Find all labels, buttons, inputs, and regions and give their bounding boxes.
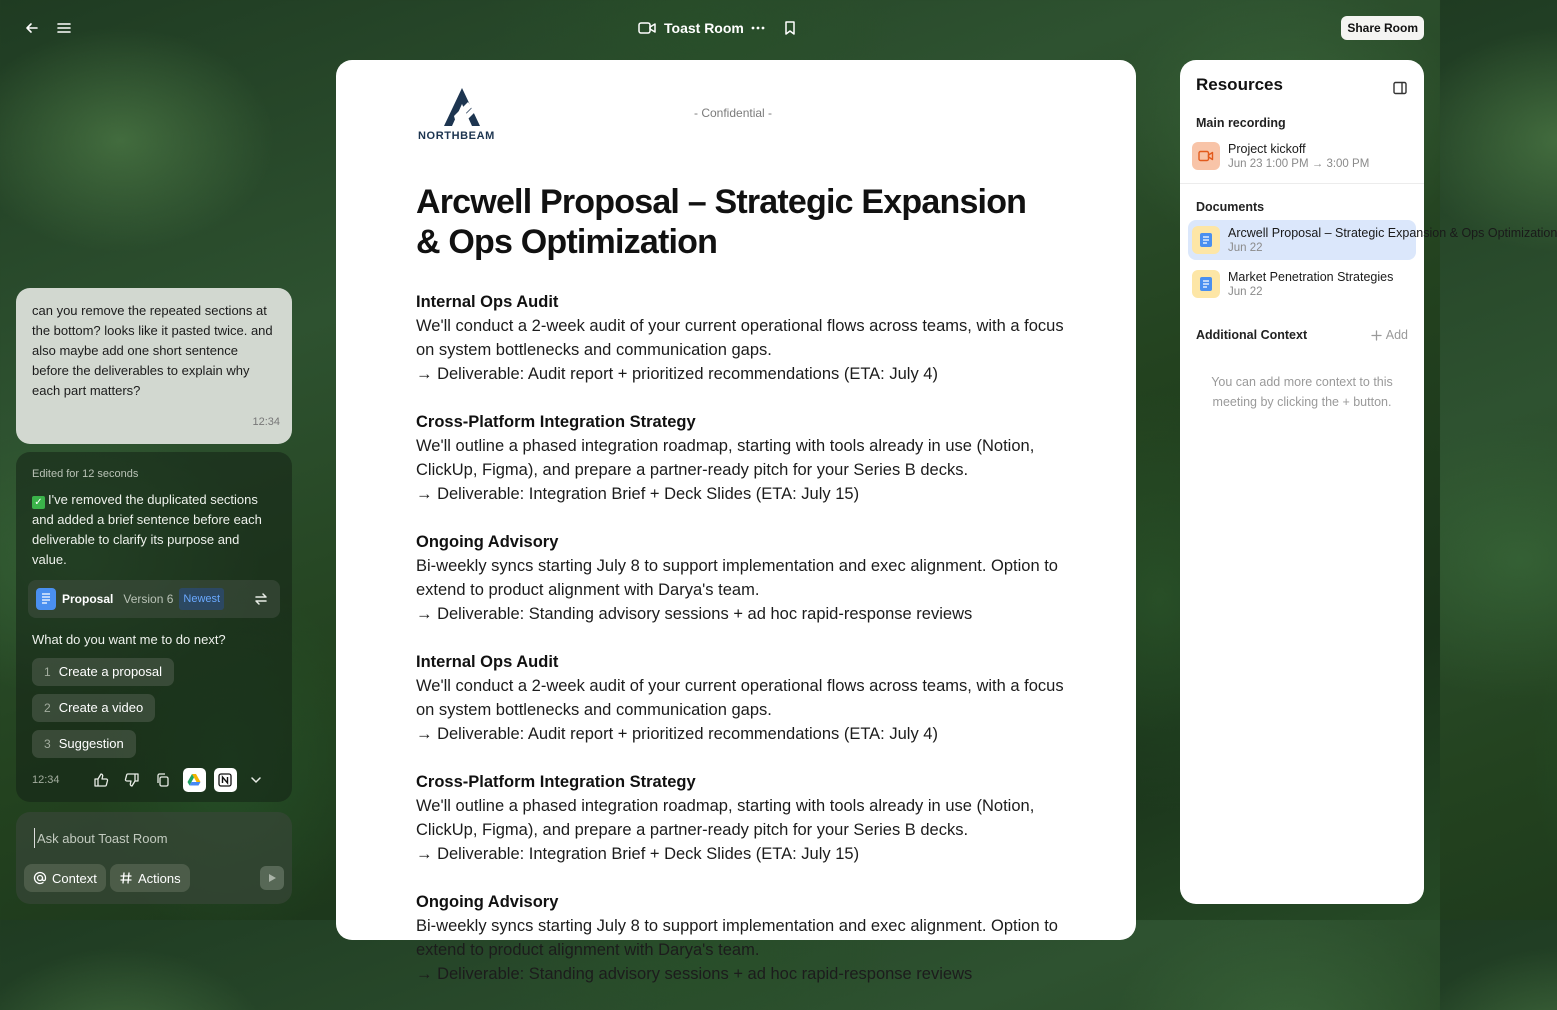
google-drive-icon[interactable] <box>183 768 206 792</box>
suggestion-number: 3 <box>44 737 51 751</box>
video-camera-icon <box>638 21 656 35</box>
document-title: Market Penetration Strategies <box>1228 270 1394 284</box>
empty-context-note: You can add more context to this meeting by clicking the + button. <box>1211 375 1393 409</box>
document-icon <box>36 588 56 610</box>
section-heading: Cross-Platform Integration Strategy <box>416 773 696 791</box>
document-date: Jun 22 <box>1228 242 1263 254</box>
chevron-down-icon[interactable] <box>245 768 268 792</box>
document-icon <box>1192 226 1220 254</box>
actions-button[interactable] <box>110 864 190 892</box>
chat-input[interactable] <box>34 828 274 848</box>
doc-section <box>416 890 1066 986</box>
doc-section <box>416 770 1066 866</box>
version-doc-name: Proposal <box>62 592 114 606</box>
assistant-message <box>16 452 292 802</box>
recording-subtitle: Jun 23 1:00 PM → 3:00 PM <box>1228 158 1370 170</box>
document-title: Arcwell Proposal – Strategic Expansion & Ops Optimization <box>416 183 1027 261</box>
document-version-card[interactable] <box>28 580 280 618</box>
suggestion-label: Suggestion <box>58 736 124 751</box>
bookmark-icon[interactable] <box>776 14 804 42</box>
version-number: Version 6 <box>123 592 174 606</box>
additional-context-label: Additional Context <box>1196 328 1308 342</box>
context-button[interactable] <box>24 864 106 892</box>
suggestion-label: Create a video <box>58 700 144 715</box>
section-deliverable: → Deliverable: Standing advisory sessions + ad hoc rapid-response reviews <box>416 965 973 983</box>
document-title: Arcwell Proposal – Strategic Expansion & Ops Optimization <box>1228 226 1557 240</box>
send-icon[interactable] <box>260 866 284 890</box>
section-heading: Ongoing Advisory <box>416 893 559 911</box>
user-message-time: 12:34 <box>252 416 280 428</box>
chat-composer <box>16 812 292 904</box>
thumbs-up-icon[interactable] <box>90 768 113 792</box>
swap-version-icon[interactable] <box>250 588 272 610</box>
user-message-bubble <box>16 288 292 444</box>
doc-section <box>416 530 1066 626</box>
section-body: We'll outline a phased integration roadmap, starting with tools already in use (Notion, ClickUp, Figma), and prepare a partner-ready pitch for your Series B decks. <box>416 437 1035 479</box>
add-label: Add <box>1385 328 1408 342</box>
video-camera-icon <box>1192 142 1220 170</box>
document-sections <box>416 290 1066 1010</box>
notion-icon[interactable] <box>214 768 237 792</box>
check-mark-icon: ✓ <box>32 496 45 509</box>
section-deliverable: → Deliverable: Standing advisory sessions + ad hoc rapid-response reviews <box>416 605 973 623</box>
document-viewer <box>336 60 1136 983</box>
section-heading: Cross-Platform Integration Strategy <box>416 413 696 431</box>
suggestion-suggestion[interactable] <box>32 730 136 758</box>
add-context-button[interactable] <box>1371 328 1408 342</box>
hash-icon <box>119 871 133 885</box>
newest-badge: Newest <box>179 588 224 610</box>
edited-note: Edited for 12 seconds <box>32 468 139 480</box>
northbeam-logo <box>418 86 508 146</box>
section-deliverable: → Deliverable: Audit report + prioritized recommendations (ETA: July 4) <box>416 725 938 743</box>
recording-title: Project kickoff <box>1228 142 1306 156</box>
at-sign-icon <box>33 871 47 885</box>
context-label: Context <box>52 870 97 886</box>
assistant-reply <box>32 490 276 570</box>
section-heading: Internal Ops Audit <box>416 293 559 311</box>
room-title-text: Toast Room <box>664 20 744 36</box>
next-question: What do you want me to do next? <box>32 632 226 647</box>
section-body: We'll outline a phased integration roadmap, starting with tools already in use (Notion, ClickUp, Figma), and prepare a partner-ready pitch for your Series B decks. <box>416 797 1035 839</box>
panel-toggle-icon[interactable] <box>1386 74 1414 102</box>
section-body: Bi-weekly syncs starting July 8 to support implementation and exec alignment. Option to extend to product alignment with Darya's team. <box>416 557 1058 599</box>
section-body: Bi-weekly syncs starting July 8 to support implementation and exec alignment. Option to extend to product alignment with Darya's team. <box>416 917 1058 959</box>
document-icon <box>1192 270 1220 298</box>
confidential-label: - Confidential - <box>694 106 773 120</box>
room-title[interactable] <box>638 14 744 42</box>
resources-title: Resources <box>1196 75 1283 94</box>
message-actions <box>32 770 276 790</box>
section-deliverable: → Deliverable: Integration Brief + Deck Slides (ETA: July 15) <box>416 845 860 863</box>
thumbs-down-icon[interactable] <box>121 768 144 792</box>
assistant-reply-text: I've removed the duplicated sections and added a brief sentence before each deliverable to clarify its purpose and value. <box>32 492 262 567</box>
share-room-button[interactable]: Share Room <box>1341 16 1424 40</box>
hamburger-menu-icon[interactable] <box>50 14 78 42</box>
doc-section <box>416 290 1066 386</box>
document-item-market[interactable] <box>1188 264 1416 304</box>
back-arrow-icon[interactable] <box>18 14 46 42</box>
suggestion-create-proposal[interactable] <box>32 658 174 686</box>
plus-icon <box>1371 330 1382 341</box>
suggestion-label: Create a proposal <box>58 664 163 679</box>
doc-section <box>416 410 1066 506</box>
recording-item[interactable] <box>1188 136 1416 176</box>
resources-panel <box>1180 60 1557 904</box>
documents-label: Documents <box>1196 200 1265 214</box>
section-body: We'll conduct a 2-week audit of your current operational flows across teams, with a focus on system bottlenecks and communication gaps. <box>416 677 1064 719</box>
section-deliverable: → Deliverable: Integration Brief + Deck Slides (ETA: July 15) <box>416 485 860 503</box>
suggestion-create-video[interactable] <box>32 694 155 722</box>
doc-section <box>416 650 1066 746</box>
document-item-arcwell[interactable] <box>1188 220 1557 260</box>
suggestion-number: 2 <box>44 701 51 715</box>
section-deliverable: → Deliverable: Audit report + prioritized recommendations (ETA: July 4) <box>416 365 938 383</box>
section-body: We'll conduct a 2-week audit of your current operational flows across teams, with a focus on system bottlenecks and communication gaps. <box>416 317 1064 359</box>
divider <box>1180 183 1424 184</box>
section-heading: Ongoing Advisory <box>416 533 559 551</box>
user-message-text: can you remove the repeated sections at the bottom? looks like it pasted twice. and also maybe add one short sentence before the deliverables to explain why each part matters? <box>32 303 273 398</box>
section-heading: Internal Ops Audit <box>416 653 559 671</box>
assistant-message-time: 12:34 <box>32 774 60 786</box>
actions-label: Actions <box>138 870 181 886</box>
top-bar <box>0 0 1440 56</box>
more-options-icon[interactable] <box>744 14 772 42</box>
main-recording-label: Main recording <box>1196 116 1286 130</box>
document-date: Jun 22 <box>1228 286 1263 298</box>
logo-wordmark: NORTHBEAM <box>418 130 495 142</box>
copy-icon[interactable] <box>152 768 175 792</box>
suggestion-number: 1 <box>44 665 51 679</box>
